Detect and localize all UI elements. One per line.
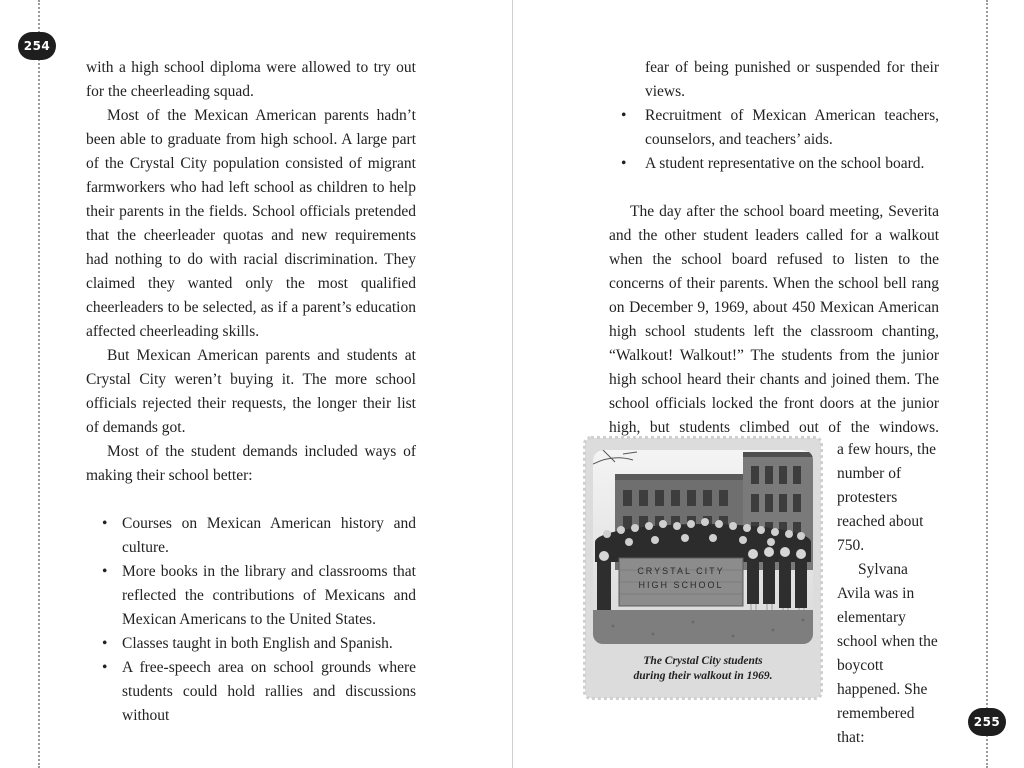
wrapped-text-beside-photo bbox=[837, 438, 939, 750]
paragraph: Most of the student demands included ways of making their school better: bbox=[86, 443, 416, 484]
demands-list bbox=[86, 512, 416, 728]
demands-list-continued bbox=[609, 56, 939, 176]
caption-line: The Crystal City students bbox=[643, 655, 763, 667]
left-page-body bbox=[86, 56, 416, 728]
paragraph: a few hours, the number of protesters reached about 750. bbox=[837, 441, 936, 554]
caption-line: during their walkout in 1969. bbox=[633, 670, 773, 682]
photo-figure bbox=[585, 438, 821, 698]
page-number: 255 bbox=[968, 708, 1006, 736]
list-item: • A free-speech area on school grounds where students could hold rallies and discussions without bbox=[86, 656, 416, 728]
page-number: 254 bbox=[18, 32, 56, 60]
dotted-margin-rule bbox=[38, 0, 40, 768]
paragraph: with a high school diploma were allowed to try out for the cheerleading squad. bbox=[86, 59, 416, 100]
list-item: • A student representative on the school board. bbox=[609, 152, 939, 176]
right-page bbox=[513, 0, 1024, 768]
sign-text-line-1: CRYSTAL CITY bbox=[637, 566, 725, 576]
right-page-body bbox=[609, 56, 939, 464]
list-item: • Courses on Mexican American history and culture. bbox=[86, 512, 416, 560]
paragraph: But Mexican American parents and students at Crystal City weren’t buying it. The more school officials rejected their requests, the longer their list of demands got. bbox=[86, 347, 416, 436]
photo-caption bbox=[593, 654, 813, 684]
walkout-photo bbox=[593, 450, 813, 644]
list-item: • More books in the library and classrooms that reflected the contributions of Mexicans and Mexican Americans to the United States. bbox=[86, 560, 416, 632]
list-item: • Recruitment of Mexican American teachers, counselors, and teachers’ aids. bbox=[609, 104, 939, 152]
paragraph: The day after the school board meeting, Severita and the other student leaders called for a walkout when the school board refused to listen to the concerns of their parents. When the school bell rang on December 9, 1969, about 450 Mexican American high school students left the classroom chanting, “Walkout! Walkout!” The students from the junior high school heard their chants and joined them. The school officials locked the front doors at the junior high, but students climbed out of the windows. bbox=[609, 203, 939, 436]
paragraph: Sylvana Avila was in elementary school when the boycott happened. She remembered that: bbox=[837, 561, 938, 746]
sign-text-line-2: HIGH SCHOOL bbox=[638, 580, 724, 590]
paragraph: Most of the Mexican American parents hadn’t been able to graduate from high school. A large part of the Crystal City population consisted of migrant farmworkers who had left school as children to help their parents in the fields. School officials pretended that the cheerleader quotas and new requirements had nothing to do with racial discrimination. They claimed they wanted only the most qualified cheerleaders to be selected, as if a parent’s education affected cheerleading skills. bbox=[86, 107, 416, 340]
dotted-margin-rule bbox=[986, 0, 988, 768]
list-item: • Classes taught in both English and Spanish. bbox=[86, 632, 416, 656]
list-item: fear of being punished or suspended for their views. bbox=[645, 59, 939, 100]
school-walkout-photo-illustration bbox=[593, 450, 813, 644]
